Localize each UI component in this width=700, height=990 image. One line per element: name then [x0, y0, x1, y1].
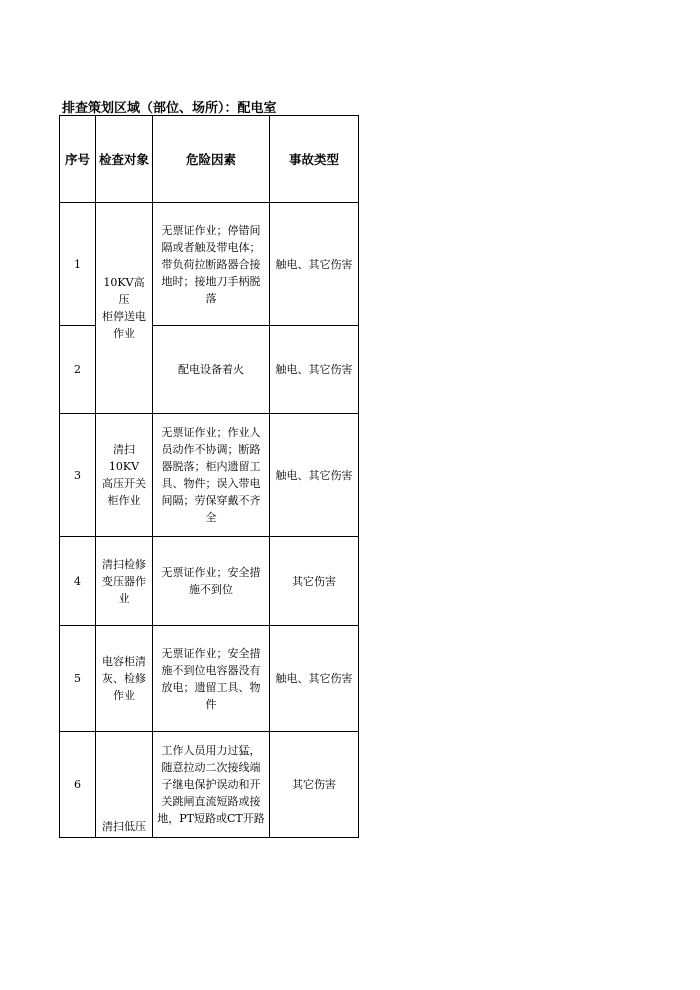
- row-no: 3: [60, 414, 96, 537]
- table-row: [60, 414, 359, 537]
- row-object: 电容柜清 灰、检修 作业: [96, 626, 153, 732]
- row-no: 5: [60, 626, 96, 732]
- table-row: [60, 203, 359, 326]
- row-no: 1: [60, 203, 96, 326]
- row-no: 4: [60, 537, 96, 626]
- table-row: [60, 732, 359, 838]
- row-hazard: 配电设备着火: [153, 326, 270, 414]
- row-object: 清扫低压: [96, 732, 153, 838]
- row-hazard: 无票证作业；停错间 隔或者触及带电体； 带负荷拉断路器合接 地时；接地刀手柄脱 落: [153, 203, 270, 326]
- row-hazard: 无票证作业；安全措 施不到位电容器没有 放电；遗留工具、物 件: [153, 626, 270, 732]
- header-object: 检查对象: [96, 116, 153, 203]
- row-no: 6: [60, 732, 96, 838]
- risk-table: [59, 115, 359, 838]
- row-type: 其它伤害: [270, 537, 359, 626]
- row-type: 触电、其它伤害: [270, 203, 359, 326]
- row-type: 触电、其它伤害: [270, 326, 359, 414]
- row-object: 清扫检修 变压器作 业: [96, 537, 153, 626]
- row-hazard: 工作人员用力过猛， 随意拉动二次接线端 子继电保护误动和开 关跳闸直流短路或接 地，PT短路或CT开路: [153, 732, 270, 838]
- row-no: 2: [60, 326, 96, 414]
- row-type: 触电、其它伤害: [270, 414, 359, 537]
- header-no: 序号: [60, 116, 96, 203]
- row-hazard: 无票证作业；作业人 员动作不协调；断路 器脱落；柜内遗留工 具、物件；误入带电 间隔；劳保穿戴不齐 全: [153, 414, 270, 537]
- header-hazard: 危险因素: [153, 116, 270, 203]
- table-header-row: [60, 116, 359, 203]
- row-type: 其它伤害: [270, 732, 359, 838]
- row-hazard: 无票证作业；安全措 施不到位: [153, 537, 270, 626]
- row-object: 清扫10KV 高压开关 柜作业: [96, 414, 153, 537]
- header-type: 事故类型: [270, 116, 359, 203]
- row-type: 触电、其它伤害: [270, 626, 359, 732]
- area-title: 排查策划区域（部位、场所）：配电室: [62, 101, 277, 116]
- table-row: [60, 537, 359, 626]
- row-object: 10KV高压 柜停送电 作业: [96, 203, 153, 414]
- table-row: [60, 626, 359, 732]
